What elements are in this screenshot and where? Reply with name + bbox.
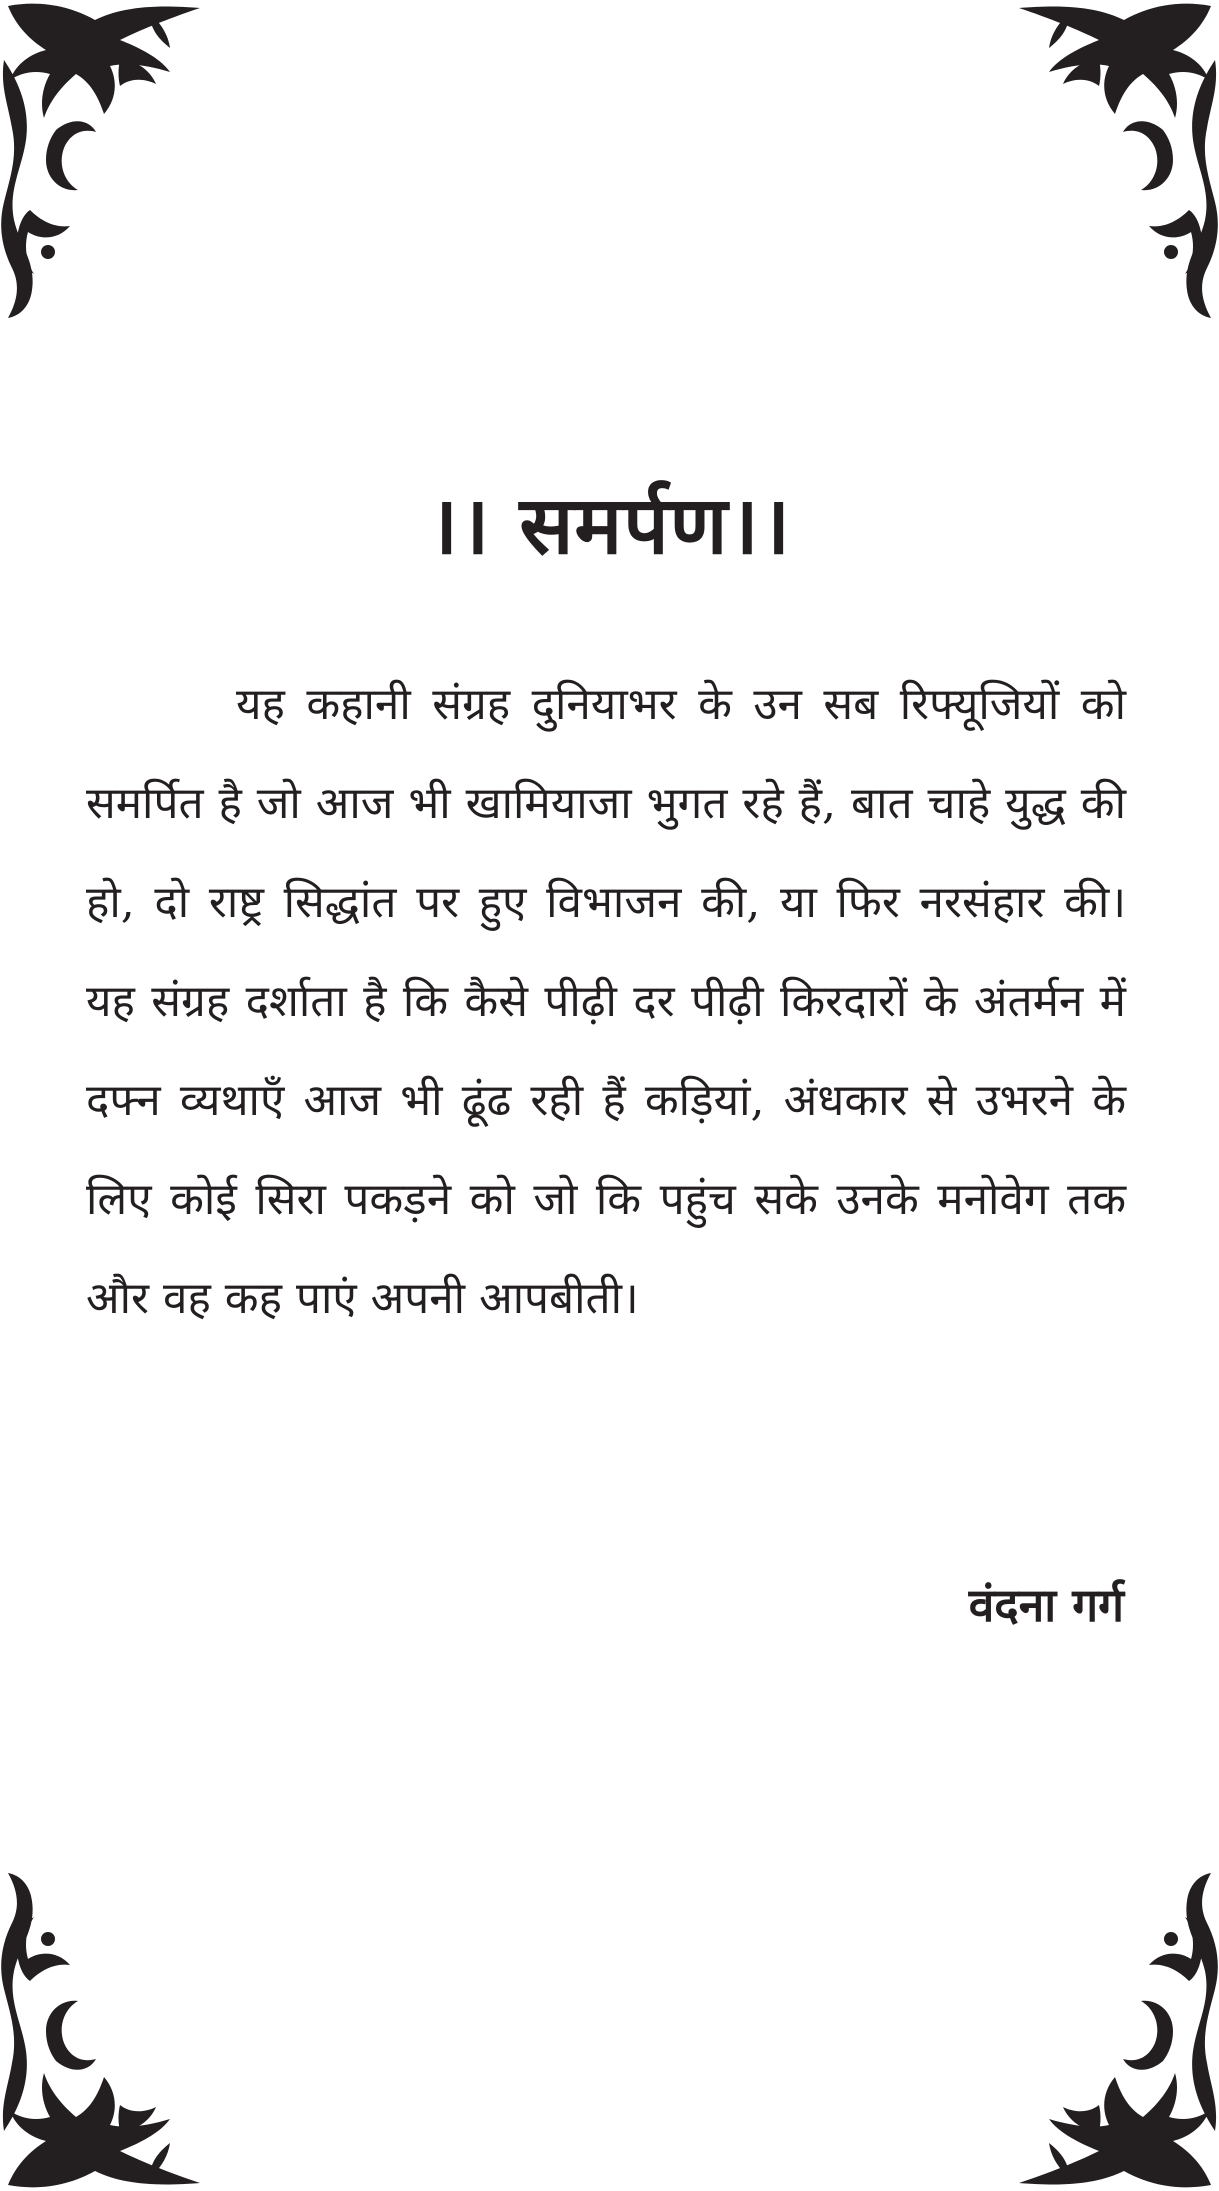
corner-ornament-bottom-left [0,1871,210,2191]
dedication-paragraph: यह कहानी संग्रह दुनियाभर के उन सब रिफ्यूजियों को समर्पित है जो आज भी खामियाजा भुगत रहे हैं, बात चाहे युद्ध की हो, दो राष्ट्र सिद्धांत पर हुए विभाजन की, या फिर नरसंहार की। यह संग्रह दर्शाता है कि कैसे पीढ़ी दर पीढ़ी किरदारों के अंतर्मन में दफ्न व्यथाएँ आज भी ढूंढ रही हैं कड़ियां, अंधकार से उभरने के लिए कोई सिरा पकड़ने को जो कि पहुंच सके उनके मनोवेग तक और वह कह पाएं अपनी आपबीती। [86,679,1126,1324]
author-signature: वंदना गर्ग [968,1578,1124,1632]
floral-corner-ornament-icon [0,1871,210,2191]
corner-ornament-top-right [1009,0,1219,320]
page-title: ।। समर्पण।। [427,478,792,572]
corner-ornament-bottom-right [1009,1871,1219,2191]
floral-corner-ornament-icon [1009,1871,1219,2191]
floral-corner-ornament-icon [1009,0,1219,320]
floral-corner-ornament-icon [0,0,210,320]
corner-ornament-top-left [0,0,210,320]
